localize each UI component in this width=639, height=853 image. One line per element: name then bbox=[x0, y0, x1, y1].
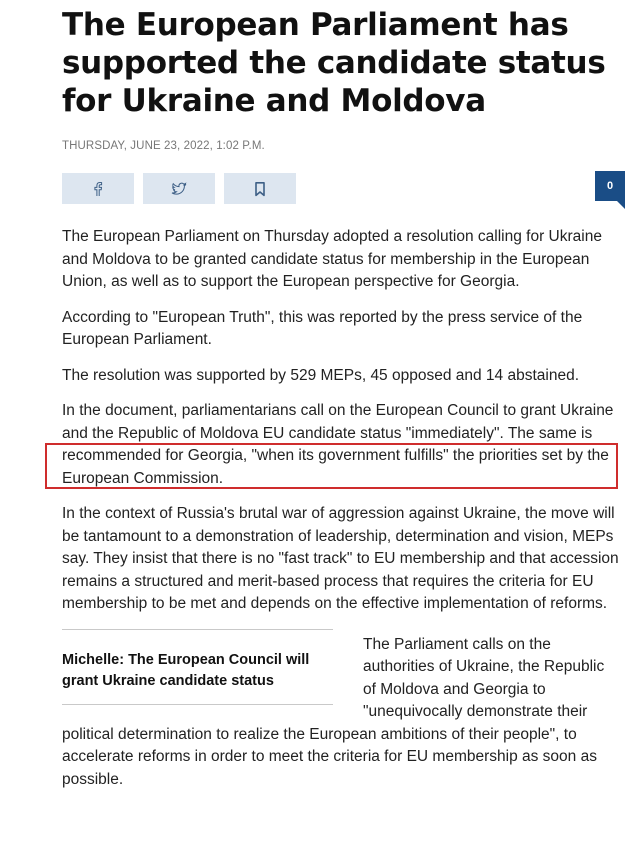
facebook-icon bbox=[90, 181, 106, 197]
bookmark-icon bbox=[252, 181, 268, 197]
related-article-box bbox=[62, 629, 333, 705]
twitter-icon bbox=[171, 181, 187, 197]
article-body bbox=[62, 226, 621, 616]
paragraph: The Parliament calls on the authorities of Ukraine, the Republic of Moldova and Georgia to "unequivocally demonstrate their political determination to realize the European ambitions of their people", to accelerate reforms in order to meet the criteria for EU membership as soon as possible. bbox=[62, 635, 605, 788]
paragraph: According to "European Truth", this was reported by the press service of the European Parliament. bbox=[62, 308, 583, 348]
paragraph: In the context of Russia's brutal war of aggression against Ukraine, the move will be tantamount to a demonstration of leadership, determination and vision, MEPs say. They insist that there is no "fast track" to EU membership and that accession remains a structured and merit-based process that requires the criteria for EU membership to be met and depends on the effective implementation of reforms. bbox=[62, 505, 619, 612]
share-toolbar bbox=[62, 173, 621, 204]
paragraph: In the document, parliamentarians call on the European Council to grant Ukraine and the Republic of Moldova EU candidate status "immediately". The same is recommended for Georgia, "when its government fulfills" the priorities set by the European Commission. bbox=[62, 402, 614, 487]
related-section bbox=[62, 629, 621, 792]
facebook-share-button[interactable] bbox=[62, 173, 134, 204]
paragraph: The European Parliament on Thursday adopted a resolution calling for Ukraine and Moldova to be granted candidate status for membership in the European Union, as well as to support the European perspective for Georgia. bbox=[62, 228, 602, 290]
highlighted-paragraph-block bbox=[62, 400, 621, 490]
comment-count-badge[interactable]: 0 bbox=[595, 171, 625, 201]
paragraph: The resolution was supported by 529 MEPs, 45 opposed and 14 abstained. bbox=[62, 366, 580, 384]
article-date: THURSDAY, JUNE 23, 2022, 1:02 P.M. bbox=[62, 140, 265, 152]
related-article-link[interactable]: Michelle: The European Council will grant Ukraine candidate status bbox=[62, 651, 310, 689]
bookmark-button[interactable] bbox=[224, 173, 296, 204]
twitter-share-button[interactable] bbox=[143, 173, 215, 204]
article-title: The European Parliament has supported the candidate status for Ukraine and Moldova bbox=[62, 7, 606, 119]
